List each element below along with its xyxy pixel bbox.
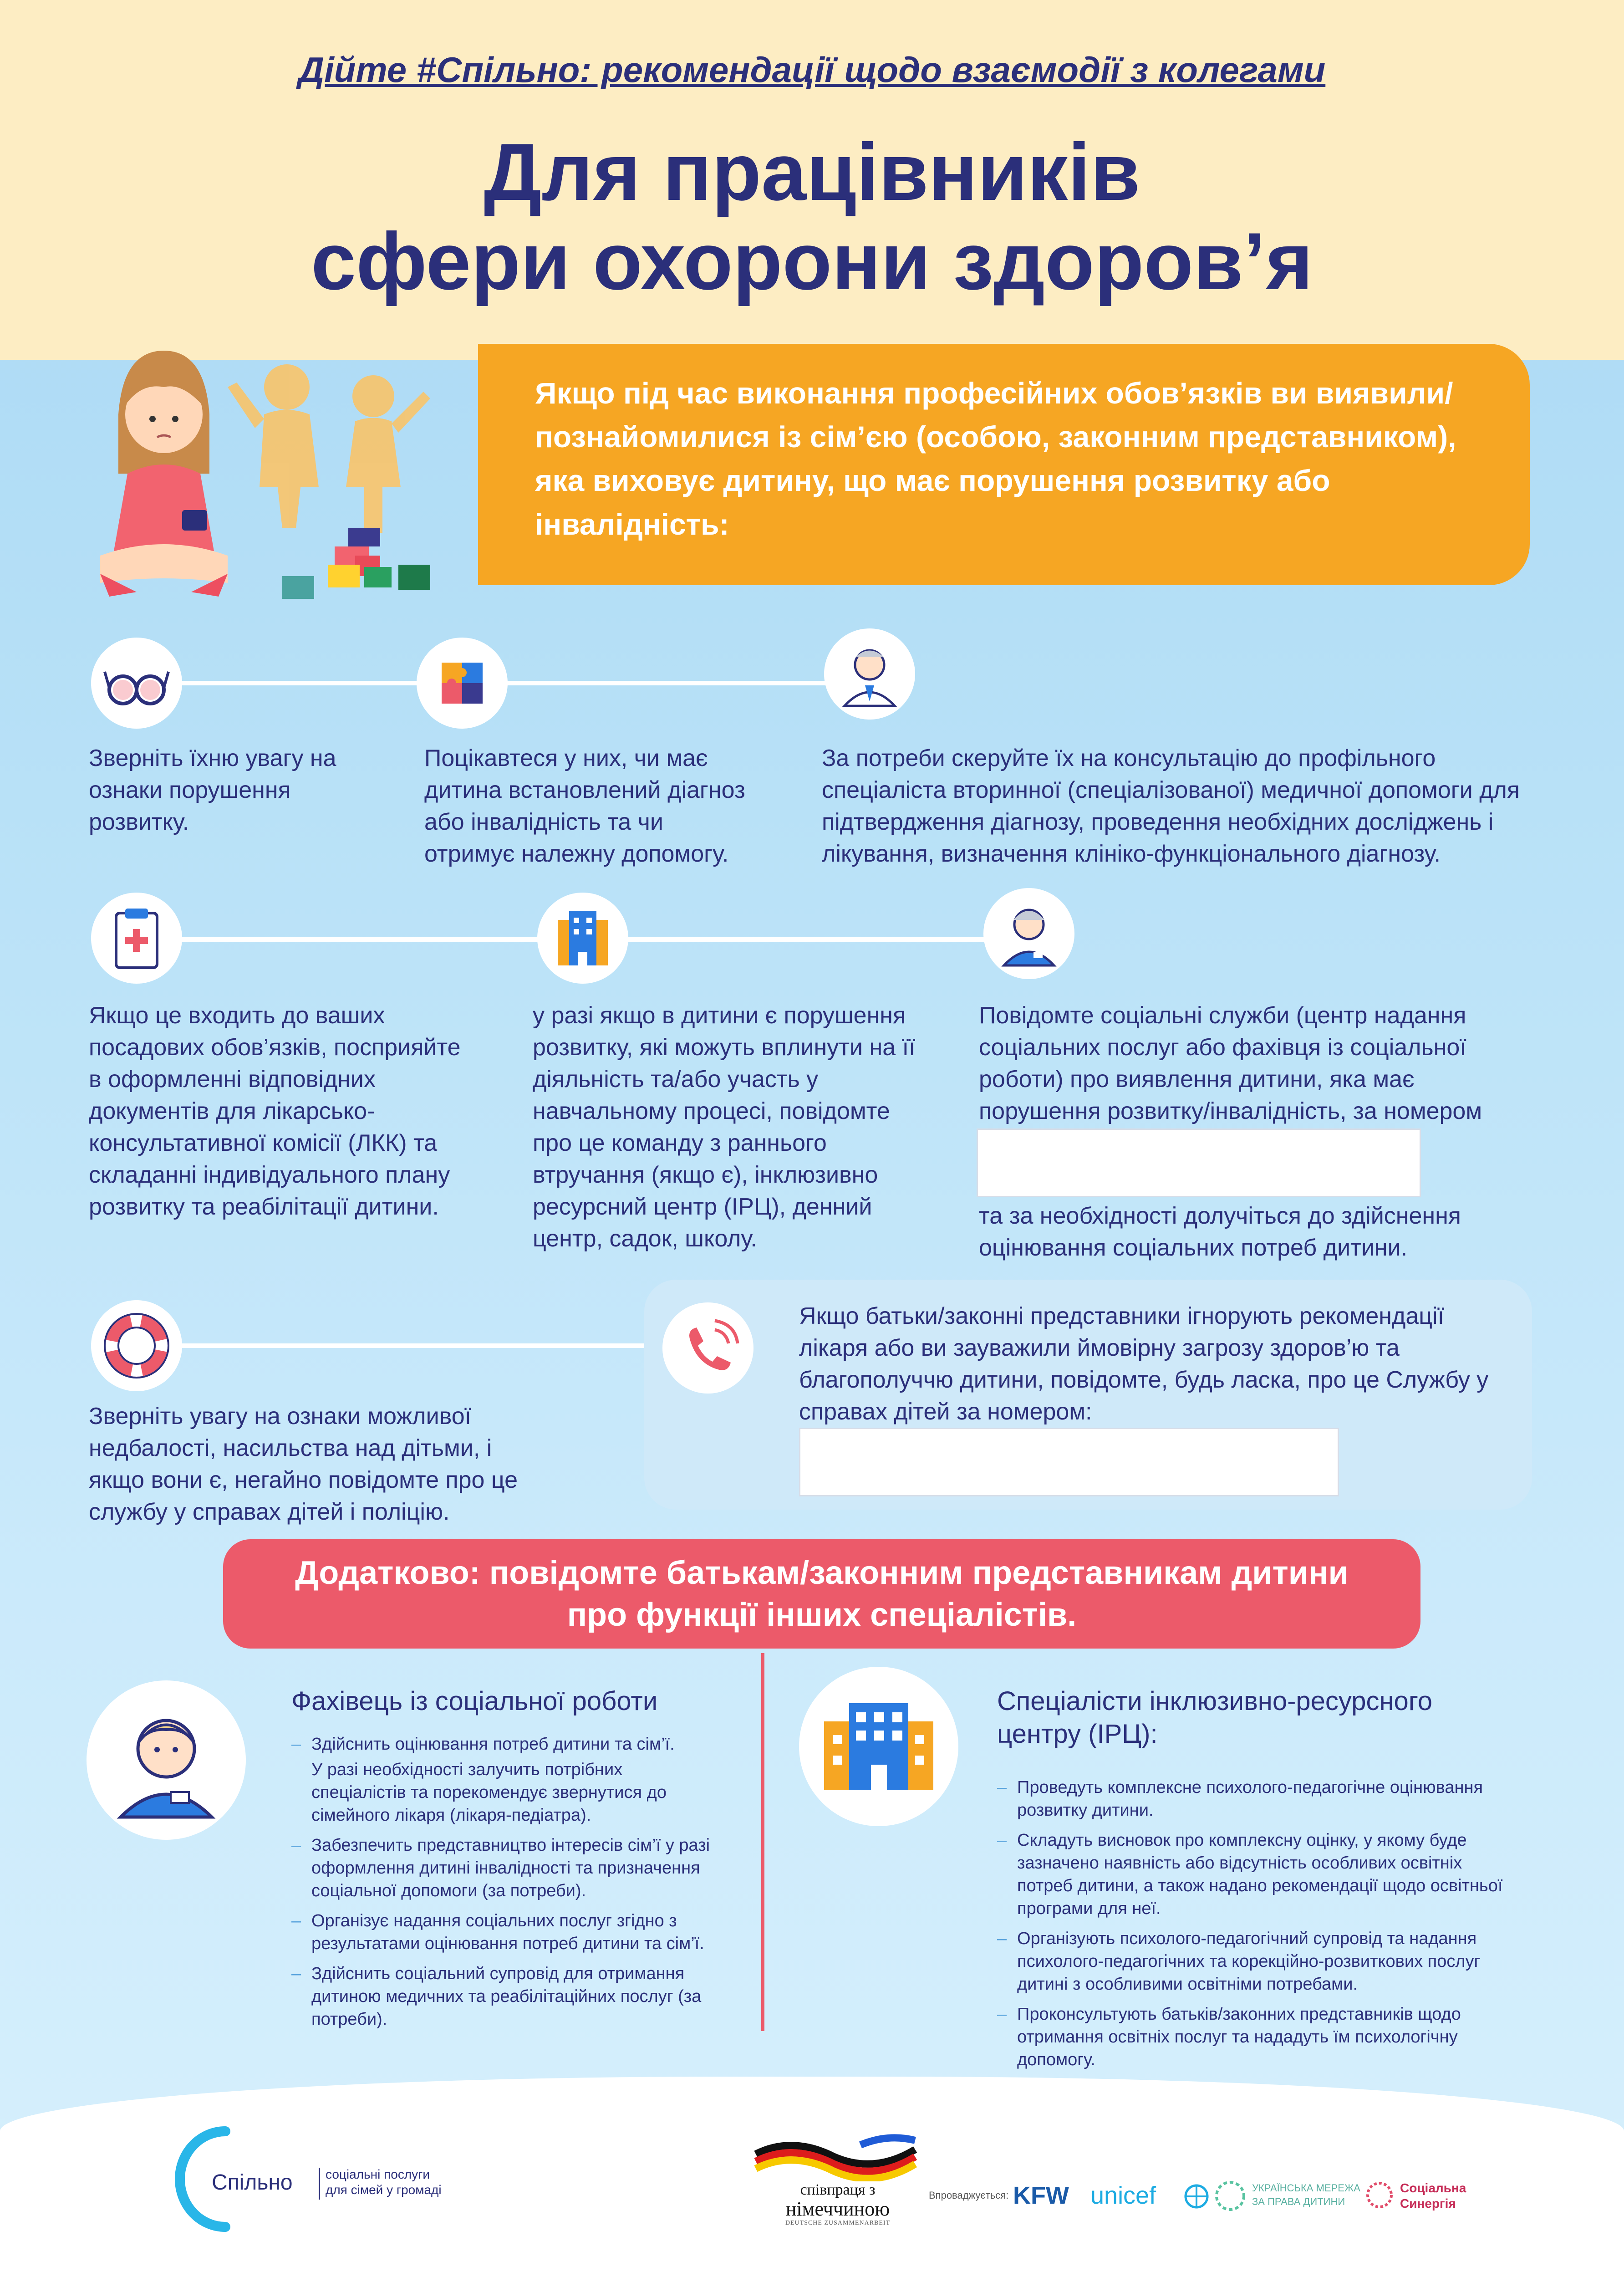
- list-item: У разі необхідності залучить потрібних спеціалістів та порекомендує звернутися до сімейного лікаря (лікаря-педіатра).: [311, 1760, 667, 1825]
- irc-title: [997, 1685, 1521, 1751]
- unicef-logo: unicef: [1090, 2182, 1156, 2209]
- girl-illustration: [91, 337, 437, 610]
- german-line-3: DEUTSCHE ZUSAMMENARBEIT: [785, 2220, 891, 2226]
- phone-icon: [662, 1302, 753, 1394]
- building-icon: [537, 893, 628, 984]
- social-worker-list: [291, 1733, 719, 2038]
- title-line-1: Для працівників: [484, 127, 1140, 217]
- network-line-1: УКРАЇНСЬКА МЕРЕЖА: [1252, 2182, 1360, 2194]
- poster-title: [0, 128, 1624, 306]
- girl-figure: [100, 351, 228, 597]
- spilno-tagline: [326, 2167, 442, 2198]
- row2-step2-text: у разі якщо в дитини є порушення розвитку, які можуть вплинути на її діяльність та/або участь у навчальному процесі, повідомте про це команду з раннього втручання (якщо є), інклюзивно ресурсний центр (ІРЦ), денний центр, садок, школу.: [533, 1002, 916, 1252]
- irc-title-line-2: центру (ІРЦ):: [997, 1719, 1158, 1749]
- poster-subtitle: Дійте #Спільно: рекомендації щодо взаємодії з колегами: [298, 50, 1326, 90]
- synergy-logo-icon: [1364, 2179, 1395, 2211]
- title-line-2: сфери охорони здоров’я: [311, 216, 1313, 306]
- social-worker-icon: [87, 1680, 246, 1840]
- row2-step3a-text: Повідомте соціальні служби (центр надання соціальних послуг або фахівця із соціальної роботи) про виявлення дитини, яка має порушення розвитку/інвалідність, за номером: [979, 1002, 1482, 1124]
- list-item: – Складуть висновок про комплексну оцінку, у якому буде зазначено наявність або відсутність особливих освітніх потреб дитини, а також надано рекомендації щодо освітньої програми для неї.: [997, 1829, 1521, 1920]
- irc-building-icon: [799, 1667, 958, 1826]
- spilno-tag-line-1: соціальні послуги: [326, 2167, 430, 2181]
- german-flag-ribbon: [751, 2131, 920, 2181]
- row2-step1-text: Якщо це входить до ваших посадових обов’язків, посприяйте в оформленні відповідних документів для лікарсько-консультативної комісії (ЛКК) та складанні індивідуального плану розвитку та реабілітації дитини.: [89, 1002, 461, 1220]
- row3-connector: [137, 1343, 683, 1348]
- additional-line-2: про функції інших спеціалістів.: [567, 1597, 1077, 1633]
- children-silhouette: [228, 364, 430, 533]
- row1-step1-text: Зверніть їхню увагу на ознаки порушення розвитку.: [89, 745, 336, 835]
- german-line-1: співпраця з: [800, 2181, 876, 2198]
- spilno-tag-line-2: для сімей у громаді: [326, 2183, 442, 2197]
- spilno-logo-text: Спільно: [212, 2170, 293, 2195]
- implemented-by-label: Впроваджується:: [929, 2190, 1009, 2201]
- irc-title-line-1: Спеціалісти інклюзивно-ресурсного: [997, 1686, 1432, 1716]
- synergy-line-2: Синергія: [1400, 2196, 1456, 2211]
- list-item: – Проконсультують батьків/законних представників щодо отримання освітніх послуг та нададуть їм психологічну допомогу.: [997, 2003, 1521, 2071]
- additional-text: [223, 1552, 1420, 1636]
- lifebuoy-icon: [91, 1300, 182, 1391]
- column-divider: [761, 1653, 764, 2031]
- additional-line-1: Додатково: повідомте батькам/законним представникам дитини: [295, 1555, 1349, 1591]
- row1-step3-text: За потреби скеруйте їх на консультацію до профільного спеціаліста вторинної (спеціалізованої) медичної допомоги для підтвердження діагнозу, проведення необхідних досліджень і лікування, визначення клініко-функціонального діагнозу.: [822, 745, 1520, 867]
- row2-step3b-text: та за необхідності долучіться до здійснення оцінювання соціальних потреб дитини.: [979, 1203, 1461, 1261]
- list-item: – Організує надання соціальних послуг згідно з результатами оцінювання потреб дитини та сім’ї.: [291, 1909, 719, 1955]
- network-logo-text: [1252, 2181, 1360, 2209]
- glasses-icon: [91, 638, 182, 729]
- clipboard-icon: [91, 893, 182, 984]
- unicef-globe-icon: [1183, 2183, 1210, 2210]
- german-line-2: німеччиною: [785, 2198, 890, 2220]
- list-item: – Здійснить соціальний супровід для отримання дитиною медичних та реабілітаційних послуг (за потреби).: [291, 1962, 719, 2031]
- list-item: – Проведуть комплексне психолого-педагогічне оцінювання розвитку дитини.: [997, 1776, 1521, 1822]
- puzzle-icon: [417, 638, 508, 729]
- list-item: – Забезпечить представництво інтересів сім’ї у разі оформлення дитині інвалідності та призначення соціальної допомоги (за потреби).: [291, 1834, 719, 1902]
- german-cooperation-text: [756, 2181, 920, 2227]
- synergy-logo-text: [1400, 2180, 1466, 2211]
- child-services-number-field[interactable]: [799, 1428, 1339, 1496]
- row1-step2-text: Поцікавтеся у них, чи має дитина встановлений діагноз або інвалідність та чи отримує належну допомогу.: [424, 745, 745, 867]
- toy-blocks: [282, 528, 430, 599]
- intro-text: Якщо під час виконання професійних обов’язків ви виявили/познайомилися із сім’єю (особою, законним представником), яка виховує дитину, що має порушення розвитку або інвалідність:: [535, 376, 1456, 541]
- synergy-line-1: Соціальна: [1400, 2181, 1466, 2195]
- footer-separator: [319, 2168, 320, 2200]
- social-worker-title: Фахівець із соціальної роботи: [291, 1686, 658, 1716]
- nurse-icon: [983, 888, 1074, 979]
- kfw-logo: KFW: [1013, 2182, 1069, 2209]
- network-line-2: ЗА ПРАВА ДИТИНИ: [1252, 2196, 1345, 2207]
- callout-text: Якщо батьки/законні представники ігнорують рекомендації лікаря або ви зауважили ймовірну загрозу здоров’ю та благополуччю дитини, повідомте, будь ласка, про це Службу у справах дітей за номером:: [799, 1303, 1489, 1425]
- network-logo-icon: [1213, 2179, 1247, 2213]
- list-item: – Здійснить оцінювання потреб дитини та сім’ї.: [291, 1733, 719, 1756]
- irc-list: [997, 1776, 1521, 2078]
- row1-connector: [137, 681, 883, 685]
- social-services-number-field[interactable]: [977, 1128, 1421, 1197]
- doctor-icon: [824, 628, 915, 720]
- row3-step1-text: Зверніть увагу на ознаки можливої недбалості, насильства над дітьми, і якщо вони є, негайно повідомте про це службу у справах дітей і поліцію.: [89, 1403, 518, 1525]
- list-item: – Організують психолого-педагогічний супровід та надання психолого-педагогічних та корекційно-розвиткових послуг дитині з особливими освітніми потребами.: [997, 1927, 1521, 1996]
